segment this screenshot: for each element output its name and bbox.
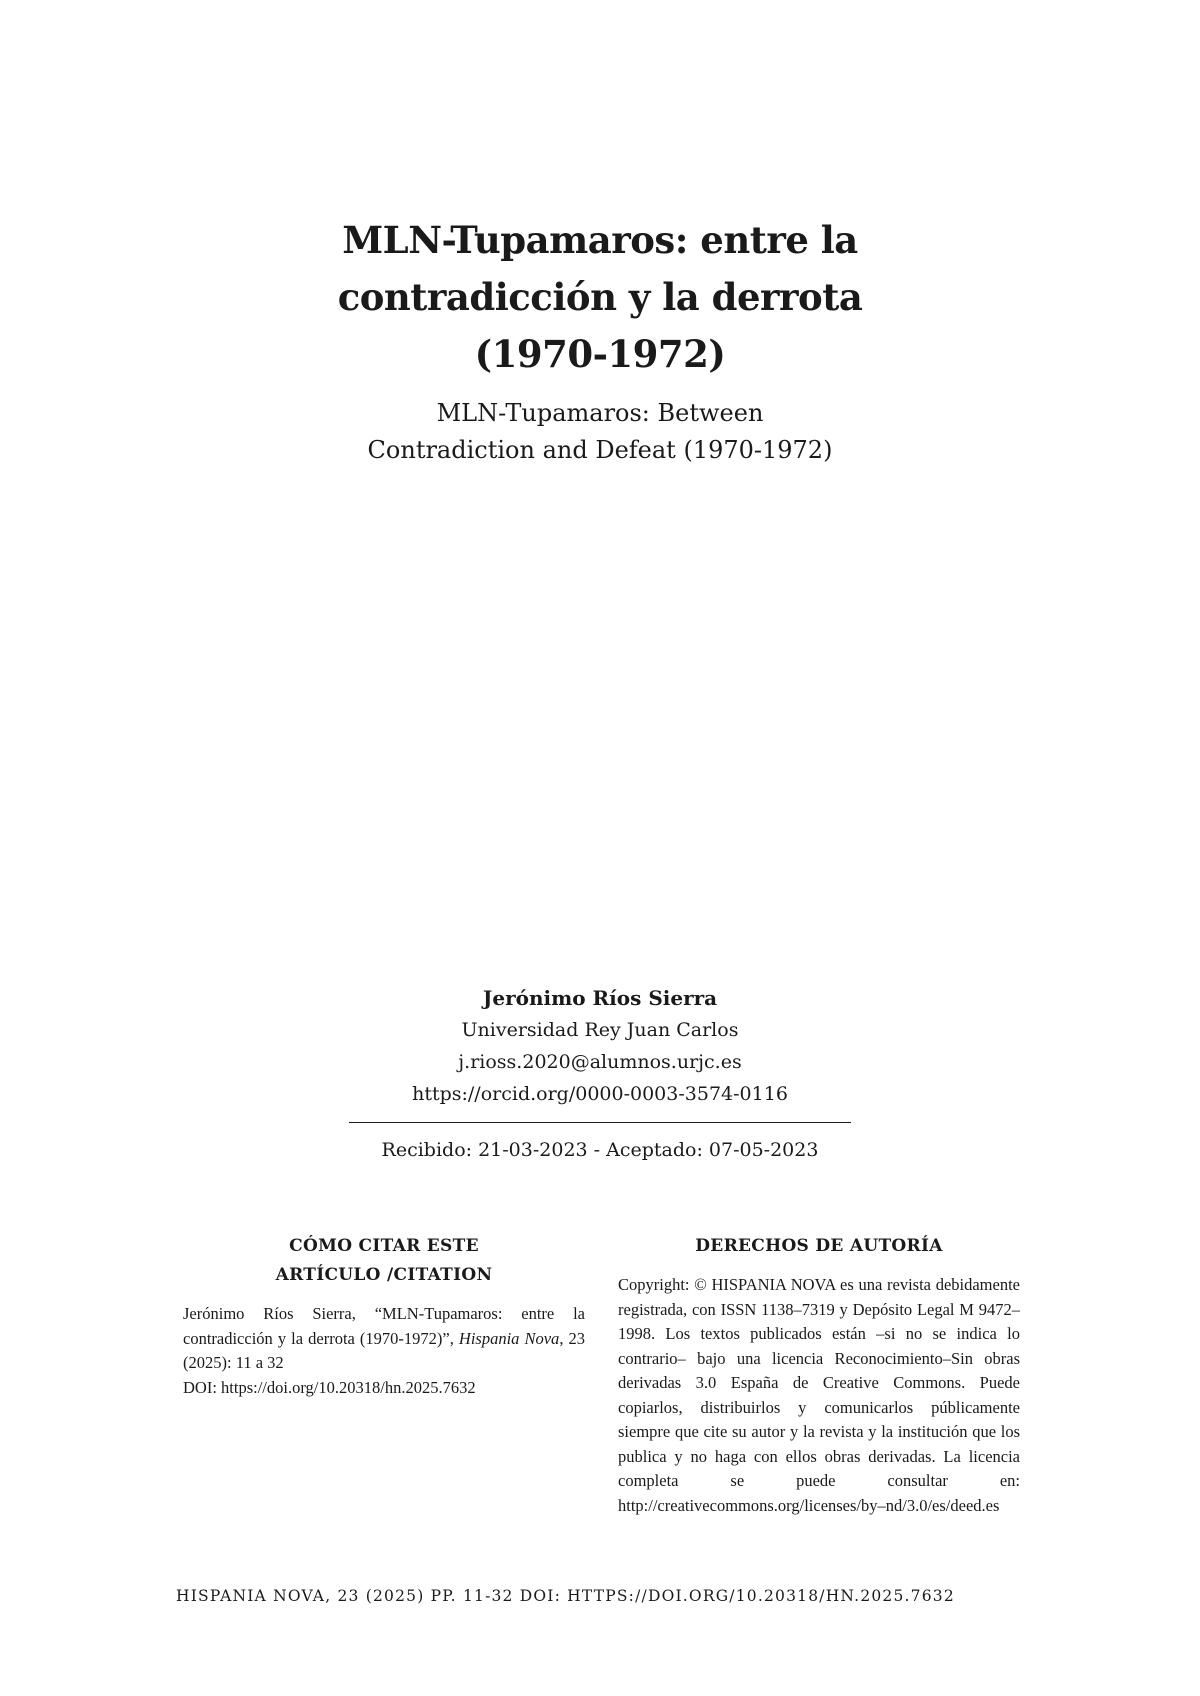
article-subtitle — [200, 395, 1000, 469]
citation-text-before: Jerónimo Ríos Sierra, “MLN-Tupamaros: entre la contradicción y la derrota (1970-1972)”, — [183, 1304, 585, 1348]
title-block — [200, 212, 1000, 469]
article-title — [200, 212, 1000, 383]
author-name: Jerónimo Ríos Sierra — [482, 986, 718, 1010]
citation-heading — [183, 1232, 585, 1290]
rights-column — [618, 1232, 1020, 1518]
citation-doi-link[interactable]: DOI: https://doi.org/10.20318/hn.2025.7632 — [183, 1377, 476, 1397]
received-accepted-dates: Recibido: 21-03-2023 - Aceptado: 07-05-2023 — [381, 1139, 819, 1161]
title-line-3: (1970-1972) — [474, 332, 726, 376]
author-affiliation: Universidad Rey Juan Carlos — [461, 1019, 739, 1041]
citation-journal: Hispania Nova — [458, 1328, 560, 1348]
subtitle-line-1: MLN-Tupamaros: Between — [436, 399, 764, 427]
citation-heading-line-2: ARTÍCULO /CITATION — [275, 1265, 493, 1285]
title-line-2: contradicción y la derrota — [337, 275, 863, 319]
rights-heading: DERECHOS DE AUTORÍA — [695, 1236, 943, 1256]
author-orcid-link[interactable]: https://orcid.org/0000-0003-3574-0116 — [412, 1083, 788, 1105]
citation-text-after: , 23 (2025): 11 a 32 — [183, 1328, 585, 1372]
page-footer: HISPANIA NOVA, 23 (2025) PP. 11-32 DOI: HTTPS://DOI.ORG/10.20318/HN.2025.7632 — [176, 1587, 955, 1605]
separator-rule — [349, 1122, 851, 1123]
rights-text: Copyright: © HISPANIA NOVA es una revista debidamente registrada, con ISSN 1138–7319 y Depósito Legal M 9472–1998. Los textos publicados están –si no se indica lo contrario– bajo una licencia Reconocimiento–Sin obras derivadas 3.0 España de Creative Commons. Puede copiarlos, distribuirlos y comunicarlos públicamente siempre que cite su autor y la revista y la institución que los publica y no haga con ellos obras derivadas. La licencia completa se puede consultar en: http://creativecommons.org/licenses/by–nd/3.0/es/deed.es — [618, 1275, 1020, 1515]
author-block — [300, 982, 900, 1165]
citation-text — [183, 1302, 585, 1400]
title-line-1: MLN-Tupamaros: entre la — [342, 218, 858, 262]
citation-heading-line-1: CÓMO CITAR ESTE — [289, 1236, 479, 1256]
citation-column — [183, 1232, 585, 1400]
author-email[interactable]: j.rioss.2020@alumnos.urjc.es — [458, 1051, 742, 1073]
subtitle-line-2: Contradiction and Defeat (1970-1972) — [367, 436, 833, 464]
